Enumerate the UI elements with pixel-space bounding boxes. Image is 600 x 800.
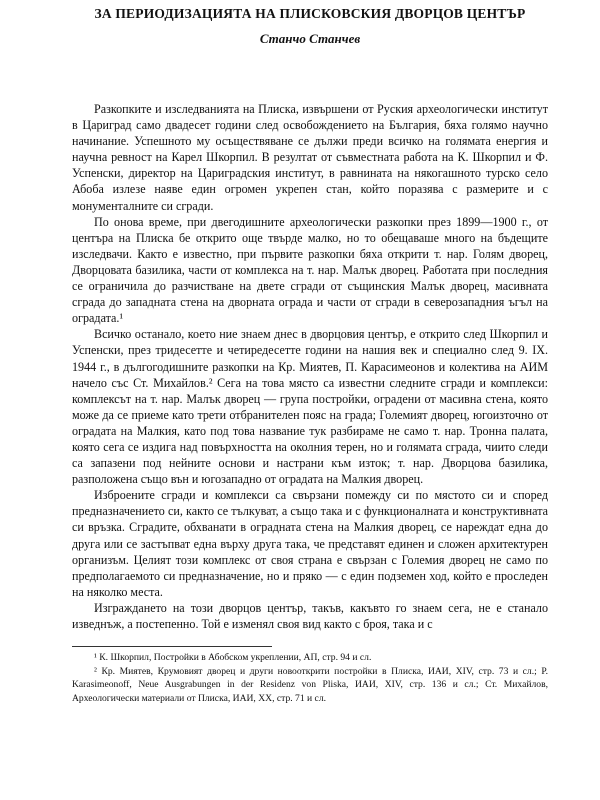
- body-paragraph: Всичко останало, което ние знаем днес в дворцовия център, е открито след Шкорпил и Успенски, през тридесетте и четиредесетте години на нашия век и специално след 9. IX. 1944 г., в дългогодишните разкопки на Кр. Миятев, П. Карасимеонов и колектива на АИМ начело със Ст. Михайлов.² Сега на това място са известни следните сгради и комплекси: комплексът на т. нар. Малък дворец — група постройки, оградени от масивна стена, която може да се приеме като трети отбранителен пояс на града; Големият дворец, югоизточно от оградата на Малкия, като под това название тук разбираме не само т. нар. Тронна палата, която сега се издига над повърхността на околния терен, но и голямата сграда, чиито следи са запазени под нейните основи и настрани към изток; т. нар. Дворцова базилика, разположена също вън и югозападно от оградата на Малкия дворец.: [72, 327, 548, 487]
- article-author: Станчо Станчев: [259, 31, 361, 46]
- body-paragraph: Разкопките и изследванията на Плиска, извършени от Руския археологически институт в Цариград само двадесет години след освобождението на България, бяха голямо научно начинание. Успешното му осъществяване се дължи преди всичко на голямата енергия и научна ревност на Карел Шкорпил. В резултат от съвместната работа на К. Шкорпил и Ф. Успенски, директор на Цариградския институт, в равнината на някогашното турско село Абоба излезе наяве един огромен укрепен стан, който поразява с размерите и с монументалните си сгради.: [72, 102, 548, 213]
- footnote: ² Кр. Миятев, Крумовият дворец и други новооткрити постройки в Плиска, ИАИ, XIV, стр. 73 и сл.; P. Karasimeonoff, Neue Ausgrabungen in der Residenz von Pliska, ИАИ, XIV, стр. 136 и сл.; Ст. Михайлов, Археологически материали от Плиска, ИАИ, XX, стр. 71 и сл.: [72, 665, 548, 704]
- body-paragraph: По онова време, при двегодишните археологически разкопки през 1899—1900 г., от центъра на Плиска бе открито още твърде малко, но то обещаваше много на бъдещите изследвачи. Както е известно, при първите разкопки бяха открити т. нар. Голям дворец, Дворцовата базилика, части от комплекса на т. нар. Малък дворец. Работата при последния се ограничила до разчистване на двете сгради от същинския Малък дворец, масивната сграда до западната стена на дворната ограда и части от сгради в северозападния ъгъл на оградата.¹: [72, 214, 548, 326]
- footnotes: [72, 651, 548, 705]
- body-paragraph: Изграждането на този дворцов център, такъв, какъвто го знаем сега, не е станало изведнъж, а постепенно. Той е изменял своя вид както с броя, така и с: [72, 600, 548, 631]
- article-body: [72, 101, 548, 632]
- body-paragraph: Изброените сгради и комплекси са свързани помежду си по мястото си и според предназначението си, както се тълкуват, а също така и с функционалната и конструктивната си връзка. Сградите, обхванати в оградната стена на Малкия дворец, се нареждат една до друга или се застъпват една върху друга така, че представят единен и сложен архитектурен организъм. Целият този комплекс от своя страна е свързан с Големия дворец не само по предполагаемото си предназначение, но и пряко — с един подземен ход, който е проследен на няколко места.: [72, 488, 548, 599]
- article-title: ЗА ПЕРИОДИЗАЦИЯТА НА ПЛИСКОВСКИЯ ДВОРЦОВ ЦЕНТЪР: [94, 6, 526, 21]
- footnote-divider: [72, 646, 272, 647]
- footnote: ¹ К. Шкорпил, Постройки в Абобском укреплении, АП, стр. 94 и сл.: [94, 652, 372, 664]
